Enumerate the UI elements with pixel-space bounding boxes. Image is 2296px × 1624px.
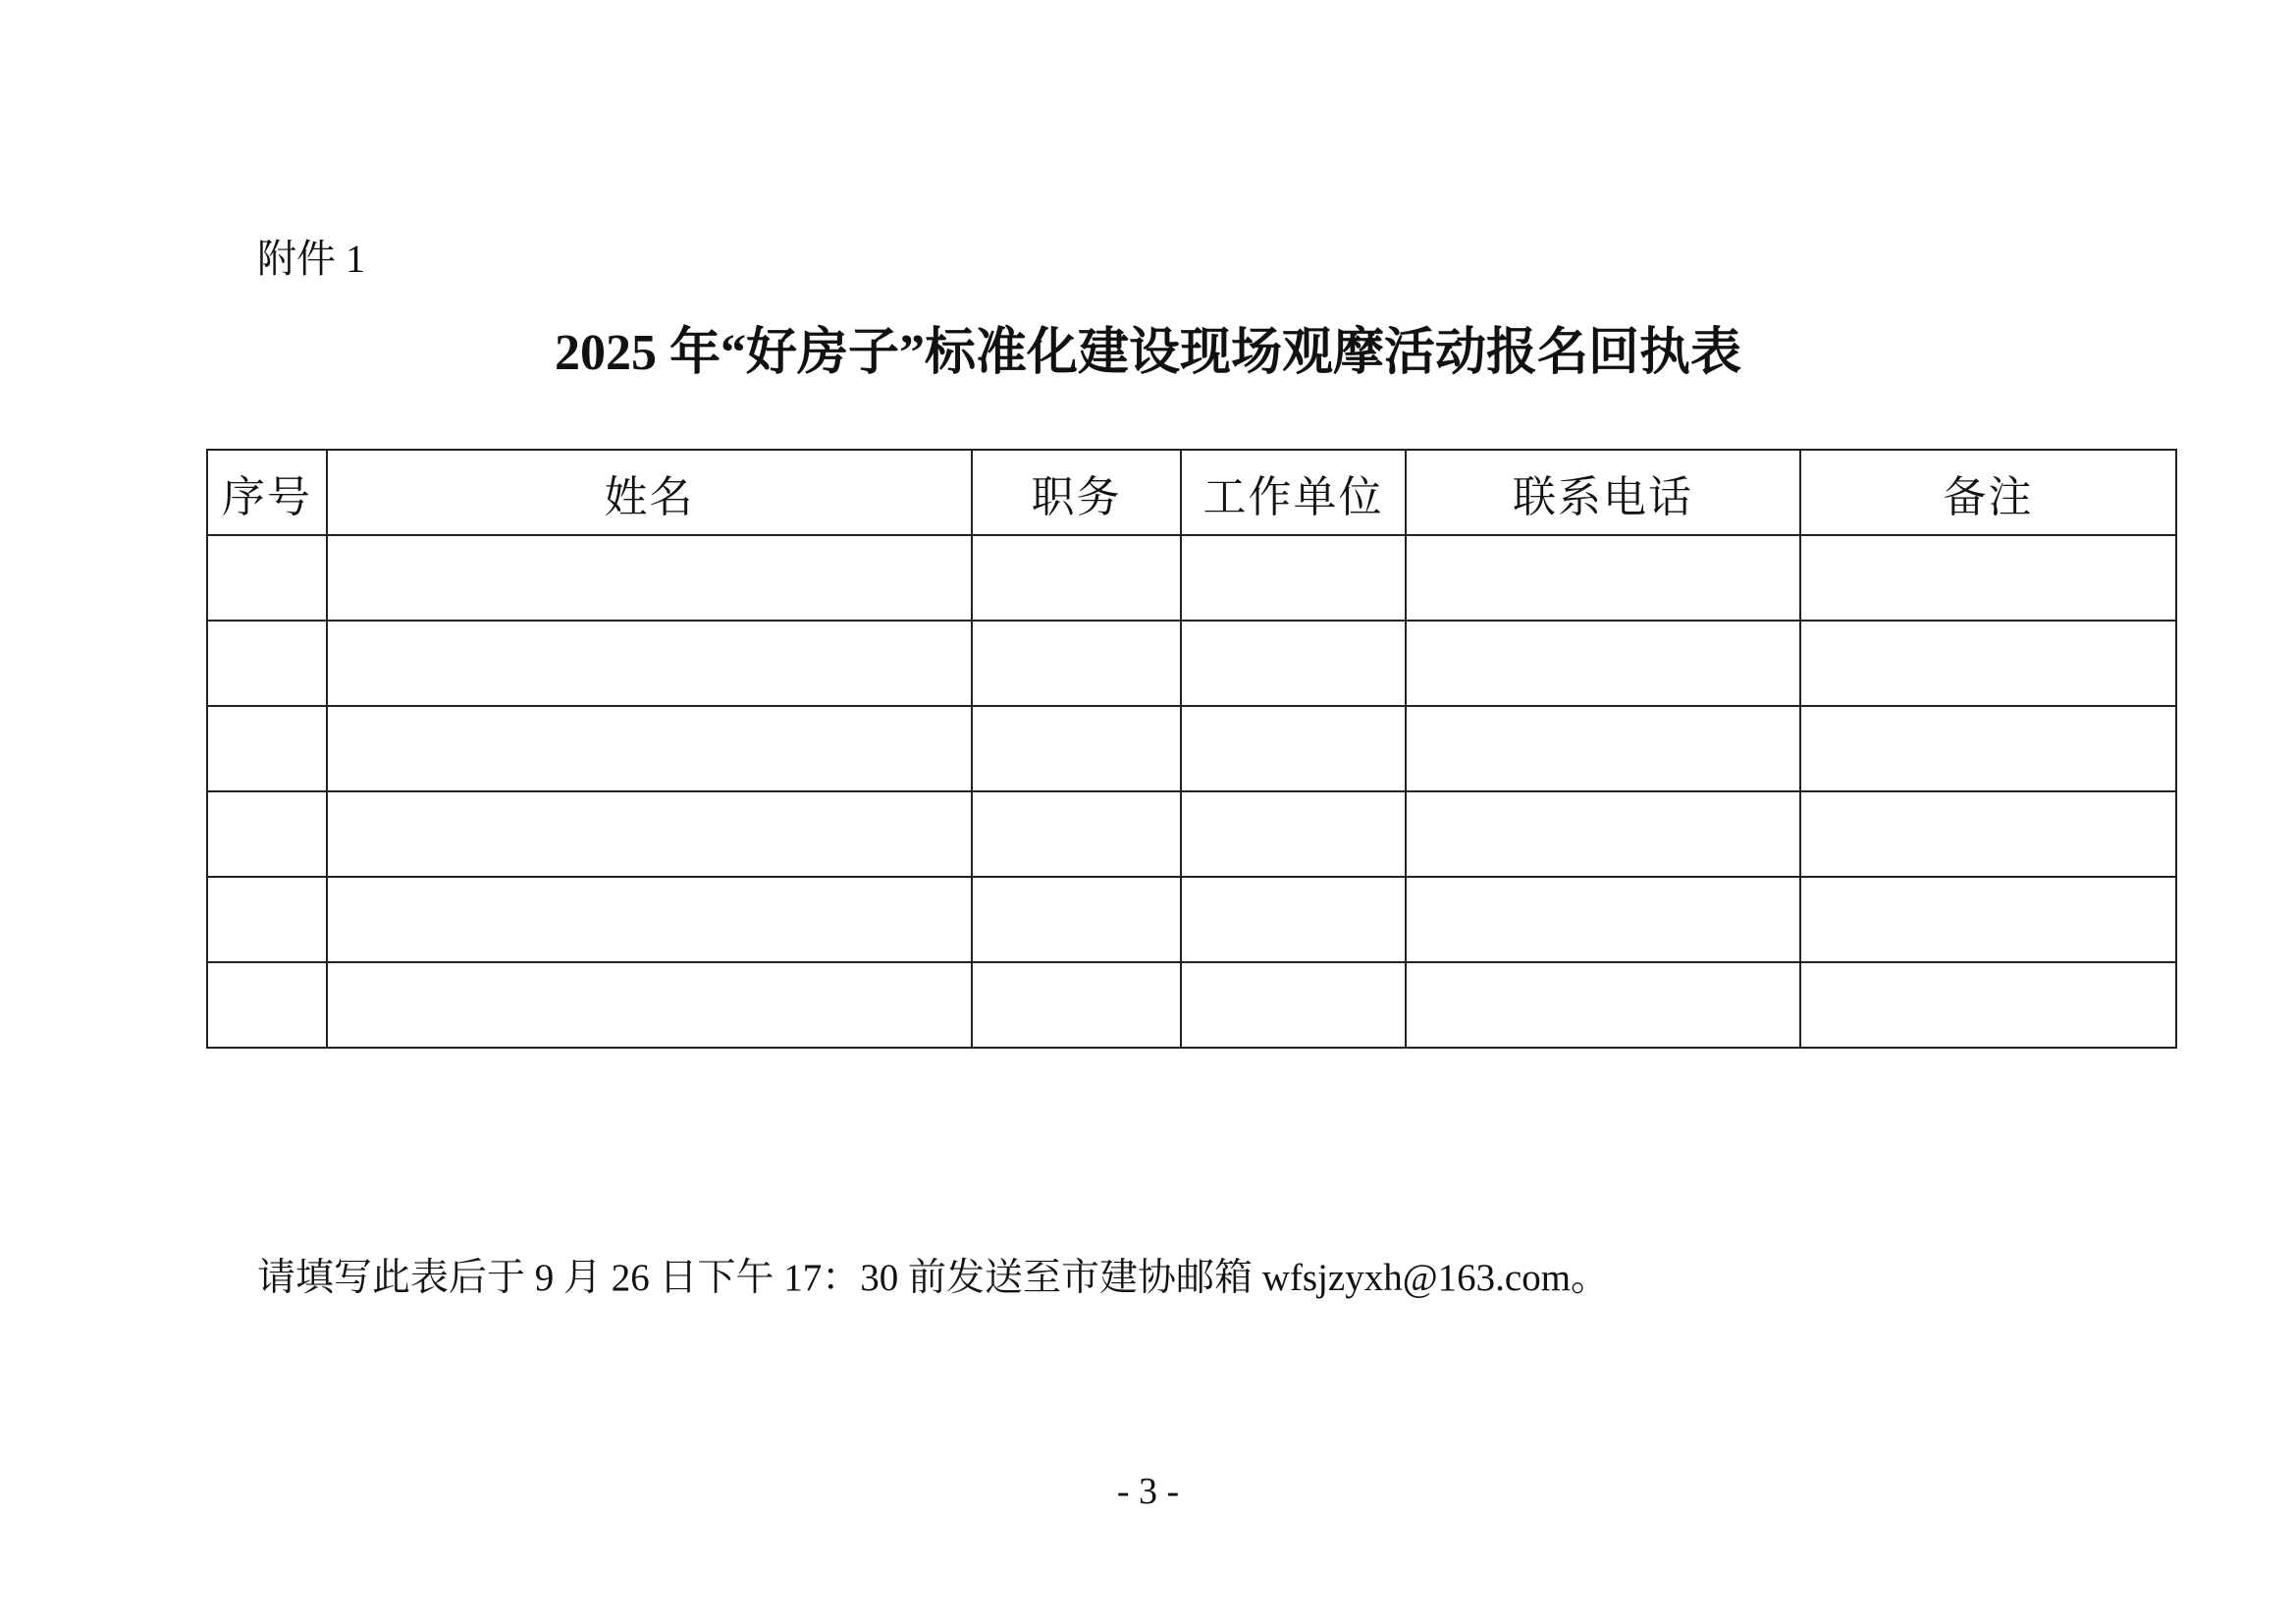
header-name: 姓名 (327, 450, 972, 535)
cell-serial-number[interactable] (207, 962, 327, 1048)
cell-position[interactable] (972, 535, 1181, 621)
cell-remarks[interactable] (1800, 621, 2176, 706)
cell-work-unit[interactable] (1181, 791, 1406, 877)
page-number: - 3 - (1116, 1471, 1180, 1512)
header-phone: 联系电话 (1406, 450, 1800, 535)
cell-remarks[interactable] (1800, 706, 2176, 791)
table-body (207, 535, 2176, 1048)
cell-position[interactable] (972, 791, 1181, 877)
cell-position[interactable] (972, 877, 1181, 962)
cell-position[interactable] (972, 706, 1181, 791)
cell-work-unit[interactable] (1181, 962, 1406, 1048)
cell-work-unit[interactable] (1181, 535, 1406, 621)
submission-note: 请填写此表后于 9 月 26 日下午 17：30 前发送至市建协邮箱 wfsjzyxh@163.com。 (257, 1257, 1610, 1299)
cell-position[interactable] (972, 962, 1181, 1048)
cell-phone[interactable] (1406, 962, 1800, 1048)
cell-serial-number[interactable] (207, 706, 327, 791)
cell-work-unit[interactable] (1181, 877, 1406, 962)
table-row (207, 621, 2176, 706)
cell-work-unit[interactable] (1181, 706, 1406, 791)
header-serial-number: 序号 (207, 450, 327, 535)
cell-work-unit[interactable] (1181, 621, 1406, 706)
cell-serial-number[interactable] (207, 621, 327, 706)
cell-phone[interactable] (1406, 621, 1800, 706)
attachment-label: 附件 1 (257, 237, 365, 281)
registration-table (206, 449, 2177, 1049)
cell-name[interactable] (327, 962, 972, 1048)
cell-name[interactable] (327, 791, 972, 877)
cell-remarks[interactable] (1800, 877, 2176, 962)
cell-remarks[interactable] (1800, 535, 2176, 621)
header-work-unit: 工作单位 (1181, 450, 1406, 535)
cell-phone[interactable] (1406, 535, 1800, 621)
cell-name[interactable] (327, 877, 972, 962)
table-header-row (207, 450, 2176, 535)
cell-remarks[interactable] (1800, 962, 2176, 1048)
table-row (207, 877, 2176, 962)
table-row (207, 791, 2176, 877)
cell-phone[interactable] (1406, 791, 1800, 877)
cell-serial-number[interactable] (207, 791, 327, 877)
header-remarks: 备注 (1800, 450, 2176, 535)
table-row (207, 962, 2176, 1048)
cell-position[interactable] (972, 621, 1181, 706)
cell-phone[interactable] (1406, 877, 1800, 962)
header-position: 职务 (972, 450, 1181, 535)
table-row (207, 535, 2176, 621)
page-title: 2025 年“好房子”标准化建设现场观摩活动报名回执表 (554, 325, 1741, 381)
cell-remarks[interactable] (1800, 791, 2176, 877)
cell-name[interactable] (327, 621, 972, 706)
cell-name[interactable] (327, 535, 972, 621)
cell-serial-number[interactable] (207, 877, 327, 962)
cell-name[interactable] (327, 706, 972, 791)
table-row (207, 706, 2176, 791)
cell-serial-number[interactable] (207, 535, 327, 621)
cell-phone[interactable] (1406, 706, 1800, 791)
